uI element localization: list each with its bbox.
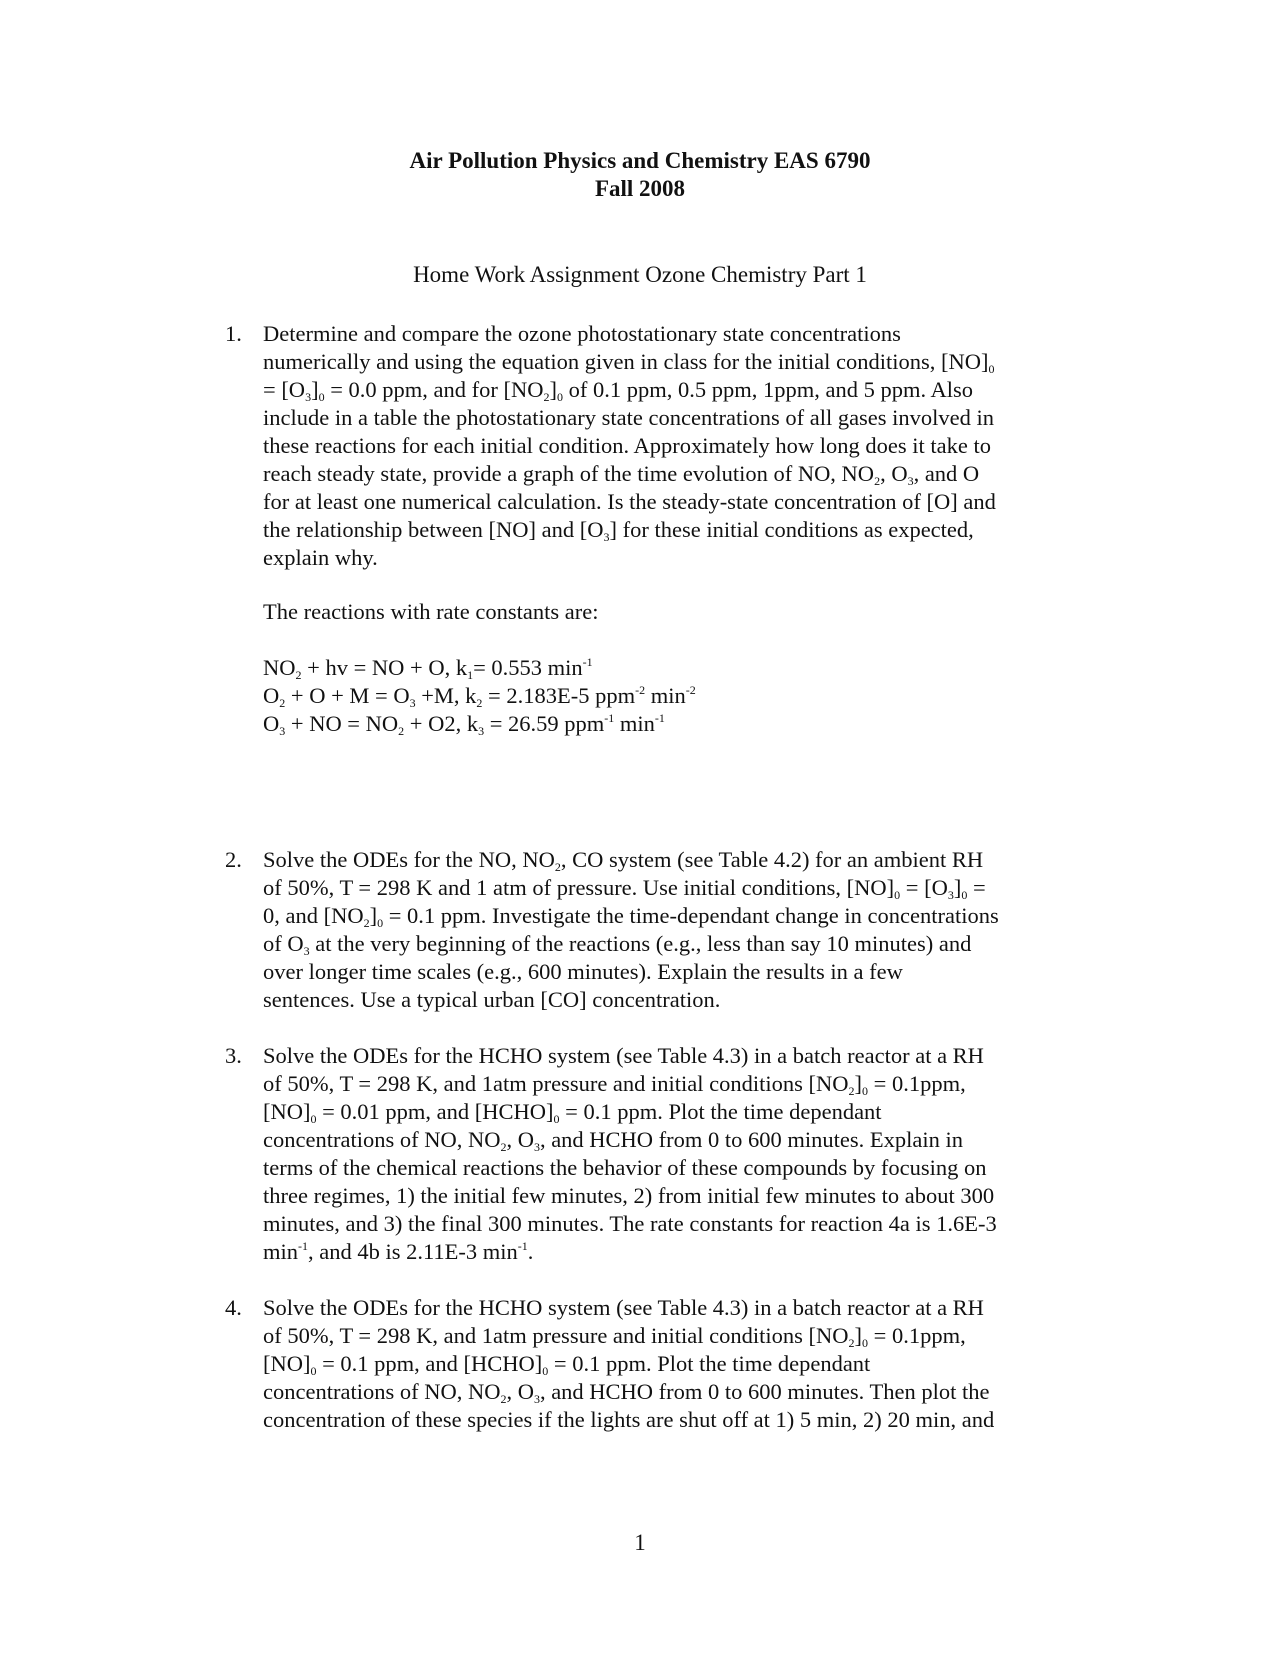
- term: Fall 2008: [594, 176, 686, 201]
- q4-line: of 50%, T = 298 K, and 1atm pressure and initial conditions $[NO_2]_0 = 0.1ppm$,: [263, 1323, 966, 1350]
- reactions-intro: The reactions with rate constants are:: [263, 599, 599, 624]
- q3-line: $\min^{-1}$, and 4b is 2.11E-3 $\min^{-1}$.: [263, 1239, 534, 1264]
- q1-line: explain why.: [263, 545, 378, 570]
- q3-line: $[NO]_0 = 0.01$ ppm, and $[HCHO]_0 = 0.1$ ppm. Plot the time dependant: [263, 1099, 882, 1126]
- question-3-number: 3.: [225, 1043, 242, 1068]
- q2-line: 0, and $[NO_2]_0 = 0.1$ ppm. Investigate the time-dependant change in concentrations: [263, 903, 999, 930]
- q2-line: Solve the ODEs for the NO, $NO_2$, CO system (see Table 4.2) for an ambient RH: [263, 847, 984, 874]
- question-2-number: 2.: [225, 847, 242, 872]
- q3-line: minutes, and 3) the final 300 minutes. The rate constants for reaction 4a is 1.6E-3: [263, 1211, 997, 1236]
- page-number: 1: [634, 1530, 646, 1555]
- q2-line: of $O_3$ at the very beginning of the reactions (e.g., less than say 10 minutes) and: [263, 931, 972, 958]
- q4-line: Solve the ODEs for the HCHO system (see Table 4.3) in a batch reactor at a RH: [263, 1295, 984, 1320]
- reaction-2: $O_2 + O + M = O_3 +M$, $k_2 = 2.183E-5$ ppm$^{-2}$ $\min^{-2}$: [263, 683, 696, 710]
- q3-line: terms of the chemical reactions the behavior of these compounds by focusing on: [263, 1155, 987, 1180]
- q4-line: $[NO]_0 = 0.1$ ppm, and $[HCHO]_0 = 0.1$ ppm. Plot the time dependant: [263, 1351, 871, 1378]
- q3-line: concentrations of NO, $NO_2$, $O_3$, and HCHO from 0 to 600 minutes. Explain in: [263, 1127, 964, 1154]
- q1-line: the relationship between [NO] and $[O_3]$ for these initial conditions as expected,: [263, 517, 974, 544]
- q1-line: these reactions for each initial condition. Approximately how long does it take to: [263, 433, 991, 458]
- q1-line: for at least one numerical calculation. Is the steady-state concentration of [O] and: [263, 489, 996, 514]
- q4-line: concentrations of NO, $NO_2$, $O_3$, and HCHO from 0 to 600 minutes. Then plot the: [263, 1379, 990, 1406]
- q3-line: of 50%, T = 298 K, and 1atm pressure and initial conditions $[NO_2]_0 = 0.1ppm$,: [263, 1071, 966, 1098]
- q2-line: sentences. Use a typical urban [CO] concentration.: [263, 987, 721, 1012]
- assignment-title: Home Work Assignment Ozone Chemistry Part 1: [413, 262, 867, 287]
- q3-line: three regimes, 1) the initial few minutes, 2) from initial few minutes to about 300: [263, 1183, 995, 1208]
- q1-line: numerically and using the equation given in class for the initial conditions, $[NO]_0$: [263, 349, 995, 376]
- reaction-3: $O_3$ + NO = $NO_2 + O2$, $k_3 = 26.59$ ppm$^{-1}$ $\min^{-1}$: [263, 711, 665, 738]
- q1-line: include in a table the photostationary state concentrations of all gases involved in: [263, 405, 995, 430]
- course-title: Air Pollution Physics and Chemistry EAS 6790: [409, 148, 871, 173]
- question-4-number: 4.: [225, 1295, 242, 1320]
- question-1-number: 1.: [225, 321, 242, 346]
- q1-line: reach steady state, provide a graph of the time evolution of NO, $NO_2$, $O_3$, and O: [263, 461, 980, 488]
- q2-line: of 50%, T = 298 K and 1 atm of pressure. Use initial conditions, $[NO]_0 = [O_3]_0$ =: [263, 875, 986, 902]
- q3-line: Solve the ODEs for the HCHO system (see Table 4.3) in a batch reactor at a RH: [263, 1043, 984, 1068]
- q2-line: over longer time scales (e.g., 600 minutes). Explain the results in a few: [263, 959, 903, 984]
- q4-line: concentration of these species if the lights are shut off at 1) 5 min, 2) 20 min, and: [263, 1407, 995, 1432]
- q1-line: = $[O_3]_0 = 0.0$ ppm, and for $[NO_2]_0$ of 0.1 ppm, 0.5 ppm, 1ppm, and 5 ppm. Also: [263, 377, 973, 404]
- q1-line: Determine and compare the ozone photostationary state concentrations: [263, 321, 901, 346]
- reaction-1: $NO_2$ + hv = NO + O, $k_1= 0.553$ $\min^{-1}$: [263, 655, 593, 682]
